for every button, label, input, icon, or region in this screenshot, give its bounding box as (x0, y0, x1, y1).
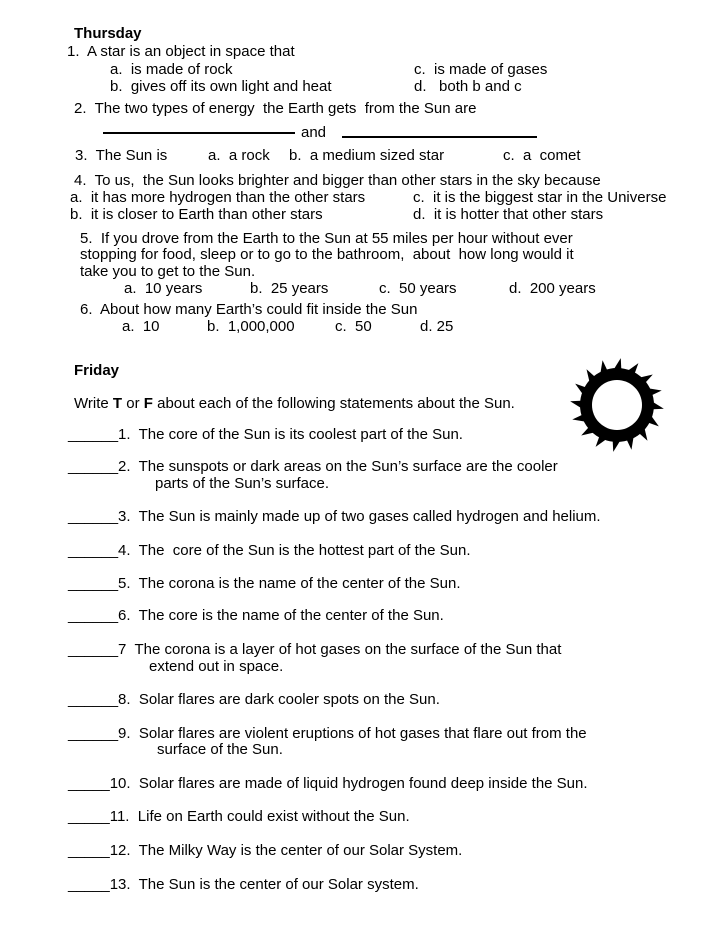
tf-item-11: _____11. Life on Earth could exist without the Sun. (68, 808, 410, 825)
q5-option-d: d. 200 years (509, 280, 596, 297)
q5-option-c: c. 50 years (379, 280, 457, 297)
q5-line-1: 5. If you drove from the Earth to the Sun at 55 miles per hour without ever (80, 230, 573, 247)
tf-item-2: ______2. The sunspots or dark areas on the Sun’s surface are the cooler (68, 458, 558, 475)
q5-option-b: b. 25 years (250, 280, 329, 297)
tf-item-8: ______8. Solar flares are dark cooler spots on the Sun. (68, 691, 440, 708)
tf-item-9: ______9. Solar flares are violent eruptions of hot gases that flare out from the (68, 725, 587, 742)
tf-item-3: ______3. The Sun is mainly made up of two gases called hydrogen and helium. (68, 508, 601, 525)
q3-option-b: b. a medium sized star (289, 147, 445, 164)
q1-option-c: c. is made of gases (414, 61, 548, 78)
friday-instructions (74, 395, 515, 412)
true-letter: T (112, 395, 123, 412)
tf-item-5: ______5. The corona is the name of the center of the Sun. (68, 575, 461, 592)
instructions-text: about each of the following statements about the Sun. (152, 395, 515, 412)
q5-option-a: a. 10 years (124, 280, 203, 297)
q4-option-c: c. it is the biggest star in the Universe (413, 189, 667, 206)
q5-line-2: stopping for food, sleep or to go to the bathroom, about how long would it (80, 246, 574, 263)
instructions-text: Write (74, 395, 113, 412)
q4-option-b: b. it is closer to Earth than other stars (70, 206, 323, 223)
tf-item-9-cont: surface of the Sun. (157, 741, 283, 758)
q2-answer-blank-2[interactable] (342, 126, 537, 138)
q3-option-a: a. a rock (208, 147, 270, 164)
q3-stem: 3. The Sun is (75, 147, 168, 164)
q6-option-c: c. 50 (335, 318, 372, 335)
tf-item-10: _____10. Solar flares are made of liquid hydrogen found deep inside the Sun. (68, 775, 588, 792)
q2-answer-blank-1[interactable] (103, 122, 295, 134)
q4-option-d: d. it is hotter that other stars (413, 206, 604, 223)
sun-icon (569, 357, 665, 453)
q6-option-a: a. 10 (122, 318, 160, 335)
tf-item-2-cont: parts of the Sun’s surface. (155, 475, 329, 492)
q5-line-3: take you to get to the Sun. (80, 263, 256, 280)
q1-option-d: d. both b and c (414, 78, 522, 95)
q6-option-d: d. 25 (420, 318, 454, 335)
friday-heading: Friday (74, 362, 120, 379)
tf-item-4: ______4. The core of the Sun is the hottest part of the Sun. (68, 542, 471, 559)
false-letter: F (143, 395, 153, 412)
q4-option-a: a. it has more hydrogen than the other stars (70, 189, 366, 206)
tf-item-7: ______7 The corona is a layer of hot gases on the surface of the Sun that (68, 641, 562, 658)
q2-and: and (301, 124, 327, 141)
tf-item-6: ______6. The core is the name of the center of the Sun. (68, 607, 444, 624)
tf-item-12: _____12. The Milky Way is the center of our Solar System. (68, 842, 463, 859)
q4-stem: 4. To us, the Sun looks brighter and bigger than other stars in the sky because (74, 172, 601, 189)
q6-stem: 6. About how many Earth’s could fit inside the Sun (80, 301, 418, 318)
q6-option-b: b. 1,000,000 (207, 318, 295, 335)
q2-stem: 2. The two types of energy the Earth gets from the Sun are (74, 100, 477, 117)
tf-item-7-cont: extend out in space. (149, 658, 284, 675)
q1-stem: 1. A star is an object in space that (67, 43, 295, 60)
q1-option-b: b. gives off its own light and heat (110, 78, 332, 95)
tf-item-13: _____13. The Sun is the center of our Solar system. (68, 876, 419, 893)
instructions-text: or (122, 395, 144, 412)
q3-option-c: c. a comet (503, 147, 581, 164)
tf-item-1: ______1. The core of the Sun is its coolest part of the Sun. (68, 426, 463, 443)
thursday-heading: Thursday (74, 25, 142, 42)
q1-option-a: a. is made of rock (110, 61, 233, 78)
